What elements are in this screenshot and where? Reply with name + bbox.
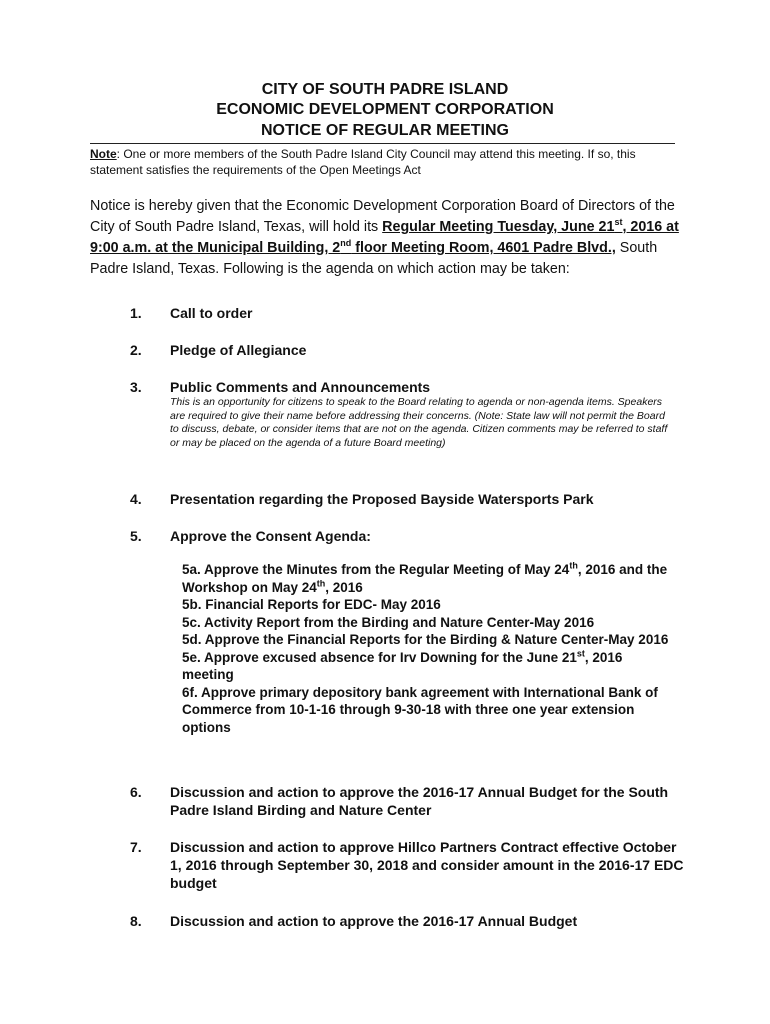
meeting-address: floor Meeting Room, 4601 Padre Blvd., — [351, 240, 616, 256]
date-suffix: st — [614, 217, 623, 228]
title-edc: ECONOMIC DEVELOPMENT CORPORATION — [216, 101, 554, 118]
item-number: 5. — [130, 528, 142, 544]
ordinal-suffix: th — [316, 578, 326, 588]
ordinal-suffix: st — [576, 648, 585, 658]
floor-suffix: nd — [340, 238, 352, 249]
notice-text-end: South Padre Island, Texas. Following is the agenda on which action may be taken: — [90, 240, 658, 277]
title-notice: NOTICE OF REGULAR MEETING — [261, 122, 509, 139]
item-text: Discussion and action to approve the 2016-17 Annual Budget — [170, 913, 578, 929]
ordinal-suffix: th — [569, 560, 578, 571]
item-text: Discussion and action to approve the 2016-17 Annual Budget for the South Padre Island Birding and Nature Center — [170, 784, 669, 818]
item-text: Presentation regarding the Proposed Bayside Watersports Park — [170, 491, 594, 507]
consent-item-5a — [182, 561, 677, 596]
item-text: Discussion and action to approve Hillco Partners Contract effective October 1, 2016 through September 30, 2018 and consider amount in the 2016-17 EDC budget — [170, 839, 684, 891]
item-text: Approve the Consent Agenda: — [170, 528, 371, 544]
item-number: 6. — [130, 784, 142, 800]
item-number: 4. — [130, 491, 142, 507]
meeting-time-place: , 2016 at 9:00 a.m. at the Municipal Building, 2 — [90, 219, 679, 256]
item-text: Public Comments and Announcements — [170, 379, 431, 395]
note-label: Note — [90, 147, 117, 161]
item-text: Call to order — [170, 305, 253, 321]
public-comment-description: This is an opportunity for citizens to speak to the Board relating to agenda or non-agenda items. Speakers are required to give their name before addressing their concerns. (Note: State law will not permit the Board to discuss, debate, or consider items that are not on the agenda. Citizen comments may be referred to staff or may be placed on the agenda of a future Board meeting) — [170, 396, 668, 449]
consent-text: , 2016 — [325, 579, 363, 595]
item-text: Pledge of Allegiance — [170, 342, 307, 358]
item-number: 1. — [130, 305, 142, 321]
consent-item-5d: 5d. Approve the Financial Reports for the Birding & Nature Center-May 2016 — [182, 632, 669, 647]
item-number: 3. — [130, 379, 142, 395]
consent-text: 5e. Approve excused absence for Irv Downing for the June 21 — [182, 649, 577, 665]
consent-text: , 2016 meeting — [182, 649, 623, 682]
item-number: 2. — [130, 342, 142, 358]
notice-paragraph — [90, 196, 680, 280]
consent-text: 5a. Approve the Minutes from the Regular Meeting of May 24 — [182, 562, 570, 577]
item-number: 7. — [130, 839, 142, 855]
consent-item-6f: 6f. Approve primary depository bank agreement with International Bank of Commerce from 10-1-16 through 9-30-18 with three one year extension options — [182, 684, 658, 735]
note-text: : One or more members of the South Padre Island City Council may attend this meeting. If so, this statement satisfies the requirements of the Open Meetings Act — [90, 147, 636, 177]
consent-item-5c: 5c. Activity Report from the Birding and Nature Center-May 2016 — [182, 614, 595, 630]
header-rule — [90, 143, 675, 144]
consent-item-5b: 5b. Financial Reports for EDC- May 2016 — [182, 597, 441, 612]
note-paragraph — [90, 146, 680, 178]
consent-agenda-list — [182, 561, 677, 736]
consent-text: , 2016 and the Workshop on May 24 — [182, 562, 668, 595]
title-city: CITY OF SOUTH PADRE ISLAND — [261, 81, 509, 98]
meeting-date: Regular Meeting Tuesday, June 21 — [382, 219, 615, 235]
item-number: 8. — [130, 913, 142, 929]
consent-item-5e — [182, 649, 677, 684]
notice-text-start: Notice is hereby given that the Economic Development Corporation Board of Directors of the City of South Padre Island, Texas, will hold its — [90, 198, 675, 235]
